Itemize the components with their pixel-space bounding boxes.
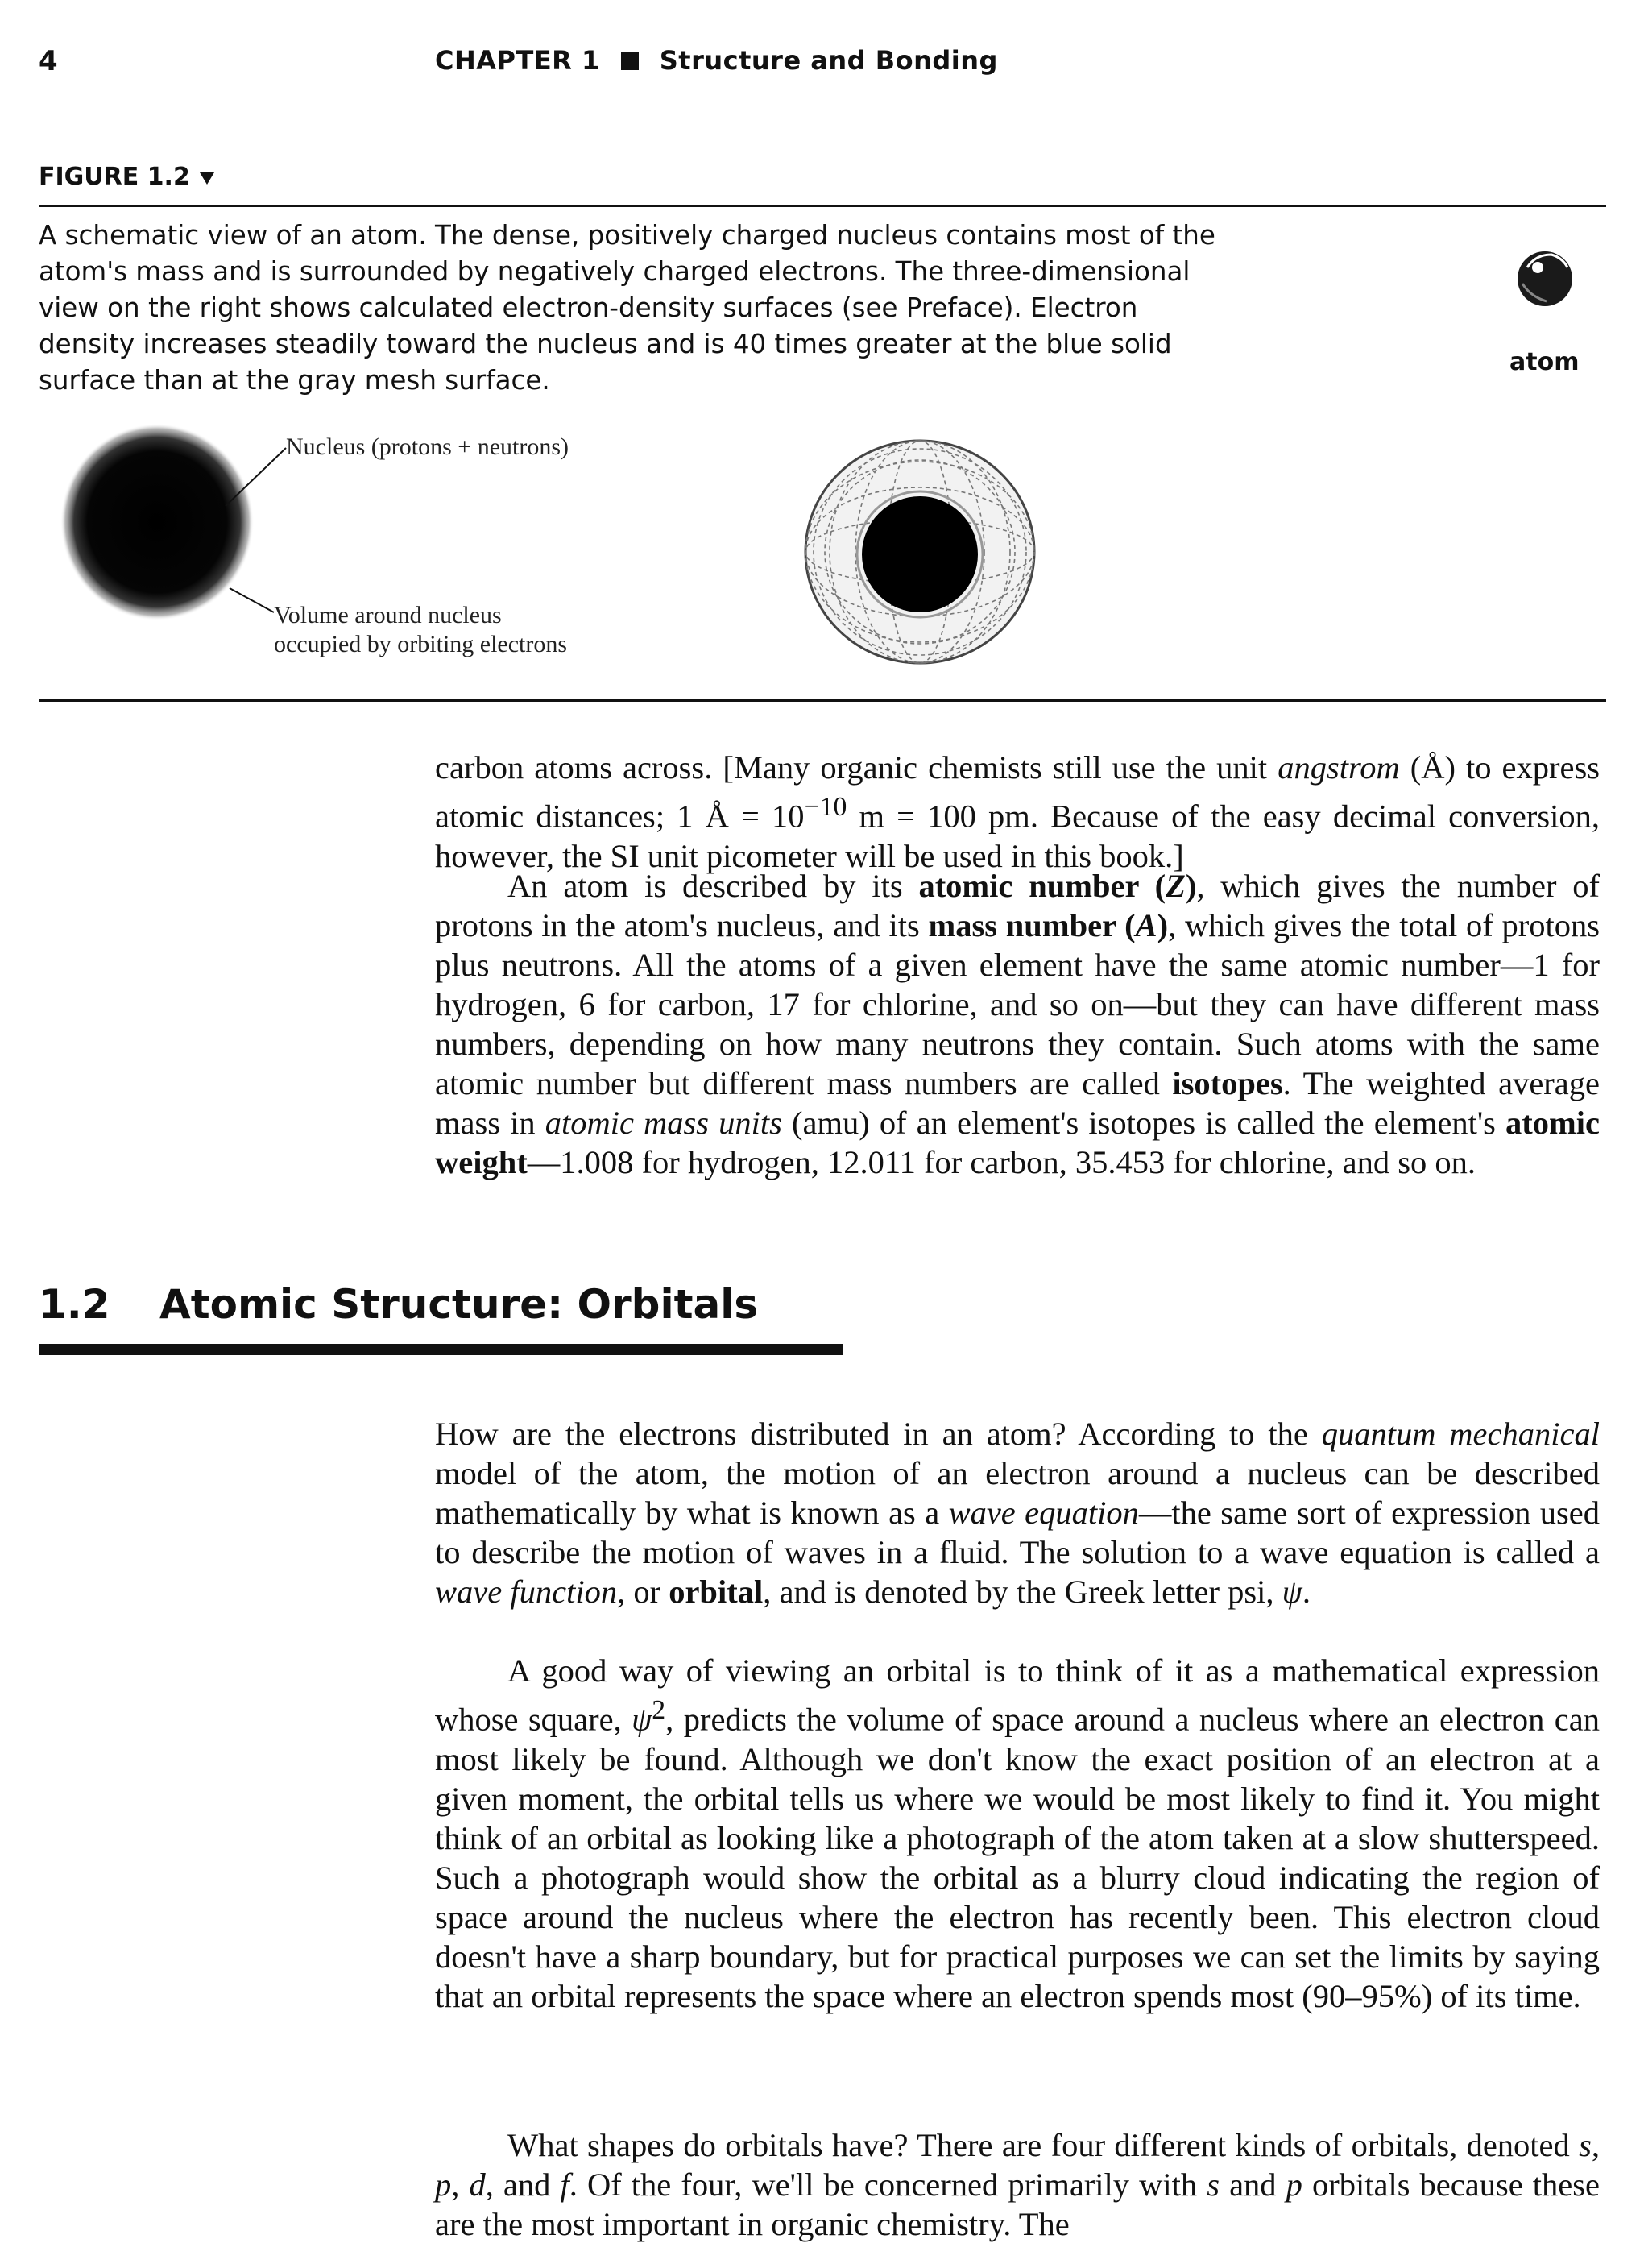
symbol-psi: ψ: [632, 1701, 652, 1738]
mesh-atom-illustration: [799, 435, 1041, 669]
text-run: , which gives the total of protons plus neutrons. All the atoms of a given element have the same atomic number—1 for hydrogen, 6 for carbon, 17 for chlorine, and so on—but they can have different mass numbers, depending on how many neutrons they contain. Such atoms with the same atomic number but different mass numbers are called: [435, 907, 1600, 1101]
orbital-letter-p: p: [1286, 2166, 1302, 2203]
text-run: atomic number (: [918, 868, 1166, 904]
bold-term-mass-number: [929, 907, 1169, 943]
symbol-A: A: [1135, 907, 1157, 943]
orbital-letter-d: d: [469, 2166, 486, 2203]
page-number: 4: [39, 45, 58, 77]
symbol-Z: Z: [1166, 868, 1186, 904]
text-run: ): [1185, 868, 1197, 904]
text-run: or: [625, 1574, 669, 1610]
bold-term-atomic-weight: atomic weight: [435, 1105, 1600, 1180]
text-run: An atom is described by its: [507, 868, 919, 904]
text-run: , which gives the number of protons in the atom's nucleus, and its: [435, 868, 1601, 943]
chapter-title: Structure and Bonding: [659, 45, 998, 76]
italic-term-wave-function: wave function,: [435, 1574, 626, 1610]
running-head: [435, 45, 998, 76]
paragraph-orbital-view: [435, 1651, 1600, 2016]
orbital-letter-s: s: [1207, 2166, 1220, 2203]
text-run: —1.008 for hydrogen, 12.011 for carbon, 35.453 for chlorine, and so on.: [527, 1144, 1476, 1180]
volume-callout-line-2: occupied by orbiting electrons: [274, 631, 568, 657]
exponent: 2: [652, 1695, 666, 1725]
text-run: m = 100 pm. Because of the easy decimal conversion, however, the SI unit picometer will be used in this book.]: [435, 798, 1600, 874]
orbital-letter-p: p: [435, 2166, 452, 2203]
text-run: orbitals because these are the most important in organic chemistry. The: [435, 2166, 1601, 2242]
figure-bottom-rule: [39, 699, 1606, 702]
italic-term-angstrom: angstrom: [1278, 749, 1400, 786]
bold-term-isotopes: isotopes: [1172, 1065, 1283, 1101]
volume-callout-line-1: Volume around nucleus: [274, 602, 502, 628]
section-title: Atomic Structure: Orbitals: [159, 1281, 759, 1328]
section-heading: [39, 1281, 758, 1328]
figure-caption: A schematic view of an atom. The dense, positively charged nucleus contains most of the atom's mass and is surrounded by negatively charged electrons. The three-dimensional view on the right shows calculated electron-density surfaces (see Preface). Electron density increases steadily toward the nucleus and is 40 times greater at the blue solid surface than at the gray mesh surface.: [39, 220, 1215, 396]
section-rule: [39, 1344, 843, 1355]
bold-term-atomic-number: [918, 868, 1196, 904]
italic-term-atomic-mass-units: atomic mass units: [545, 1105, 782, 1141]
italic-term-wave-equation: wave equation: [948, 1495, 1139, 1531]
text-run: carbon atoms across. [Many organic chemists still use the unit: [435, 749, 1278, 786]
text-run: —the same sort of expression used to describe the motion of waves in a fluid. The solution to a wave equation is called a: [435, 1495, 1600, 1570]
margin-atom-label: atom: [1509, 348, 1580, 376]
exponent: −10: [804, 792, 847, 822]
text-run: and: [1219, 2166, 1286, 2203]
text-run: ): [1157, 907, 1169, 943]
paragraph-wave-equation: [435, 1414, 1600, 1611]
text-run: A good way of viewing an orbital is to think of it as a mathematical expression whose square,: [435, 1652, 1600, 1738]
text-run: ,: [451, 2166, 470, 2203]
text-run: .: [1302, 1574, 1311, 1610]
symbol-psi: ψ: [1282, 1574, 1302, 1610]
text-run: , predicts the volume of space around a nucleus where an electron can most likely be found. Although we don't know the exact position of an electron at a given moment, the orbital tells us where we would be most likely to find it. You might think of an orbital as looking like a photograph of the atom taken at a slow shutterspeed. Such a photograph would show the orbital as a blurry cloud indicating the region of space around the nucleus where the electron has recently been. This electron cloud doesn't have a sharp boundary, but for practical purposes we can set the limits by saying that an orbital represents the space where an electron spends most (90–95%) of its time.: [435, 1701, 1600, 2014]
atom-model-icon: [1511, 243, 1579, 311]
text-run: (amu) of an element's isotopes is called the element's: [781, 1105, 1506, 1141]
chapter-label: CHAPTER 1: [435, 45, 600, 76]
paragraph-angstrom: [435, 748, 1600, 876]
text-run: What shapes do orbitals have? There are four different kinds of orbitals, denoted: [507, 2127, 1580, 2163]
text-run: How are the electrons distributed in an atom? According to the: [435, 1416, 1322, 1452]
text-run: ,: [1591, 2127, 1600, 2163]
paragraph-atomic-number: [435, 866, 1600, 1182]
volume-callout: [274, 601, 567, 659]
text-run: mass number (: [928, 907, 1136, 943]
text-run: . The weighted average mass in: [435, 1065, 1600, 1141]
figure-label-text: FIGURE 1.2: [39, 163, 190, 191]
paragraph-orbital-shapes: [435, 2125, 1600, 2244]
orbital-letter-s: s: [1579, 2127, 1592, 2163]
italic-term-quantum-mechanical: quantum mechanical: [1321, 1416, 1600, 1452]
text-run: . Of the four, we'll be concerned primarily with: [569, 2166, 1207, 2203]
text-run: model of the atom, the motion of an electron around a nucleus can be described mathematically by what is known as a: [435, 1455, 1600, 1531]
section-number: 1.2: [39, 1281, 110, 1328]
square-separator-icon: [621, 52, 639, 70]
orbital-letter-f: f: [560, 2166, 569, 2203]
text-run: , and: [485, 2166, 561, 2203]
nucleus-callout: Nucleus (protons + neutrons): [286, 433, 569, 460]
text-run: , and is denoted by the Greek letter psi,: [763, 1574, 1282, 1610]
bold-term-orbital: orbital: [669, 1574, 764, 1610]
text-run: (Å) to express atomic distances; 1 Å = 10: [435, 749, 1601, 835]
